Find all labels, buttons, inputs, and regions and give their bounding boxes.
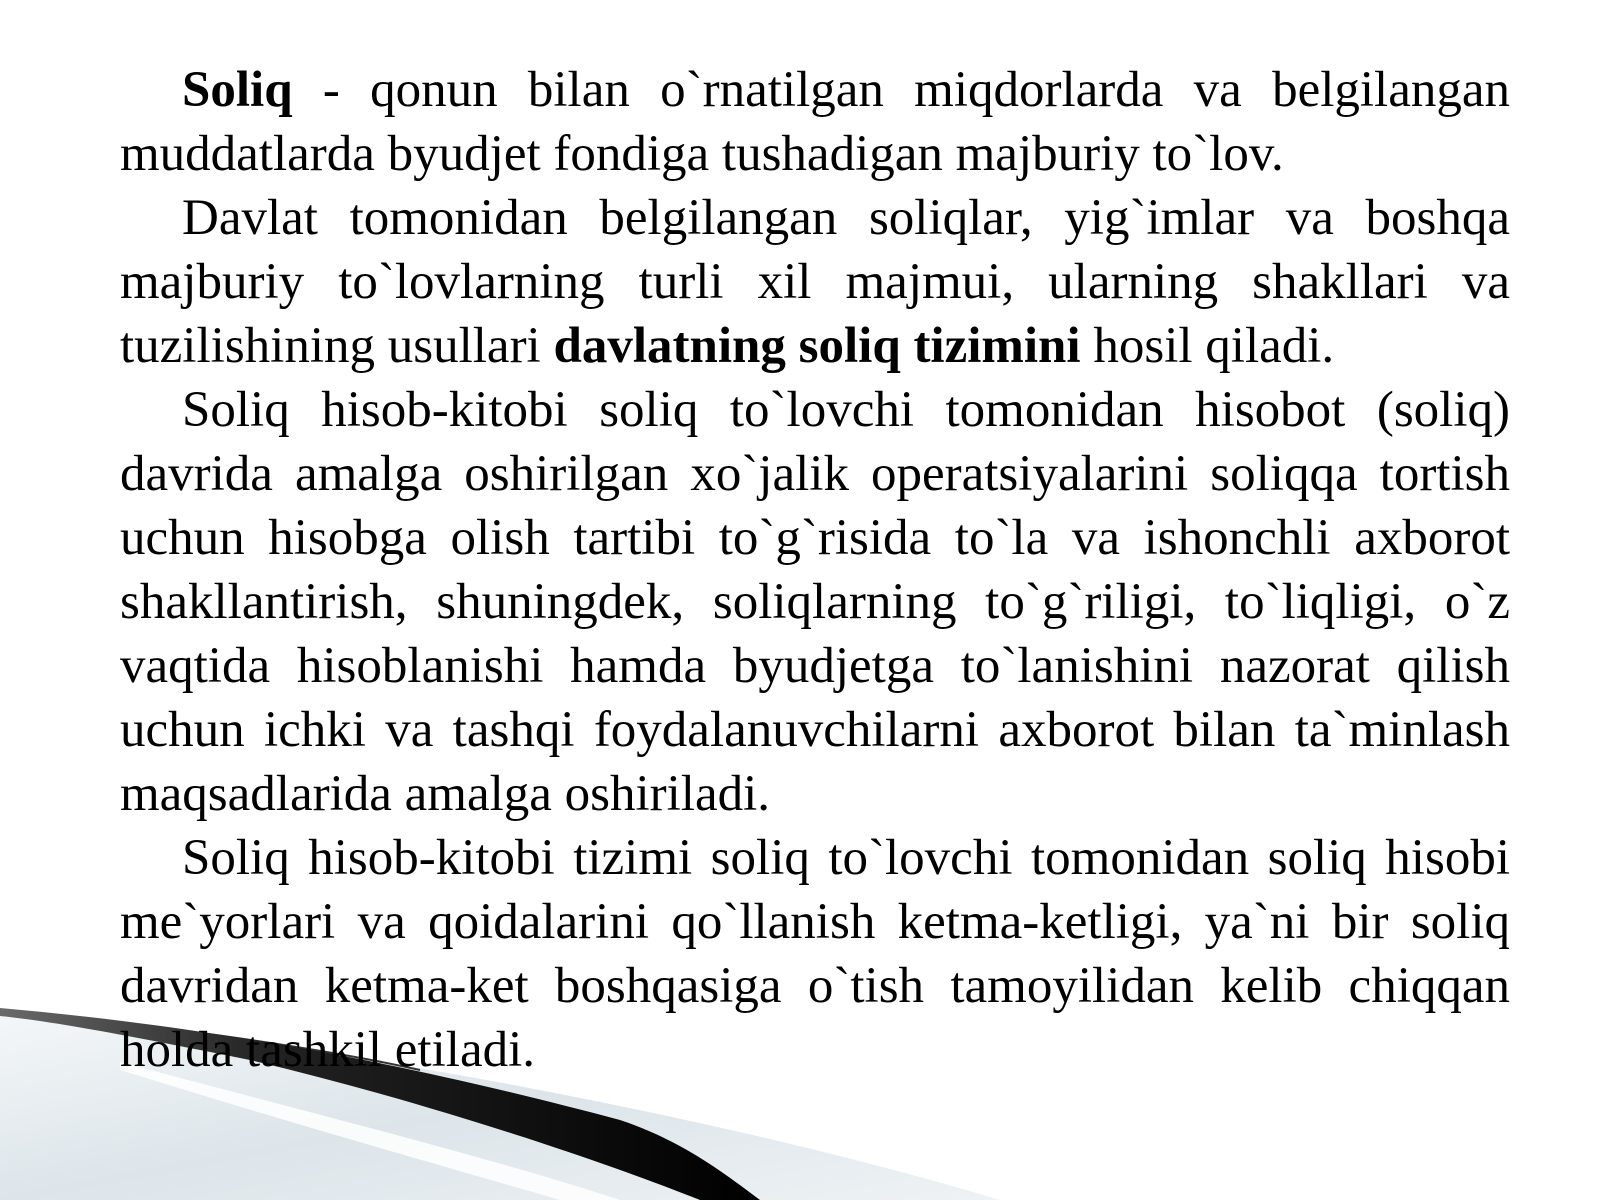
paragraph-tax-system <box>120 186 1510 378</box>
tax-system-bold: davlatning soliq tizimini <box>553 318 1081 374</box>
tax-system-text-after: hosil qiladi. <box>1080 318 1335 374</box>
definition-text: - qonun bilan o`rnatilgan miqdorlarda va belgilangan muddatlarda byudjet fondiga tushadigan majburiy to`lov. <box>120 62 1510 182</box>
tax-system-text-before: Davlat tomonidan belgilangan soliqlar, yig`imlar va boshqa majburiy to`lovlarning turli xil majmui, ularning shakllari va tuzilishining usullari <box>120 190 1510 374</box>
term-soliq: Soliq <box>182 62 293 118</box>
paragraph-tax-accounting: Soliq hisob-kitobi soliq to`lovchi tomonidan hisobot (soliq) davrida amalga oshirilgan xo`jalik operatsiyalarini soliqqa tortish uchun hisobga olish tartibi to`g`risida to`la va ishonchli axborot shakllantirish, shuningdek, soliqlarning to`g`riligi, to`liqligi, o`z vaqtida hisoblanishi hamda byudjetga to`lanishini nazorat qilish uchun ichki va tashqi foydalanuvchilarni axborot bilan ta`minlash maqsadlarida amalga oshiriladi. <box>120 382 1510 822</box>
body-text <box>120 58 1510 1082</box>
paragraph-tax-accounting-system: Soliq hisob-kitobi tizimi soliq to`lovchi tomonidan soliq hisobi me`yorlari va qoidalarini qo`llanish ketma-ketligi, ya`ni bir soliq davridan ketma-ket boshqasiga o`tish tamoyilidan kelib chiqqan holda tashkil etiladi. <box>120 830 1510 1078</box>
paragraph-definition <box>120 58 1510 186</box>
